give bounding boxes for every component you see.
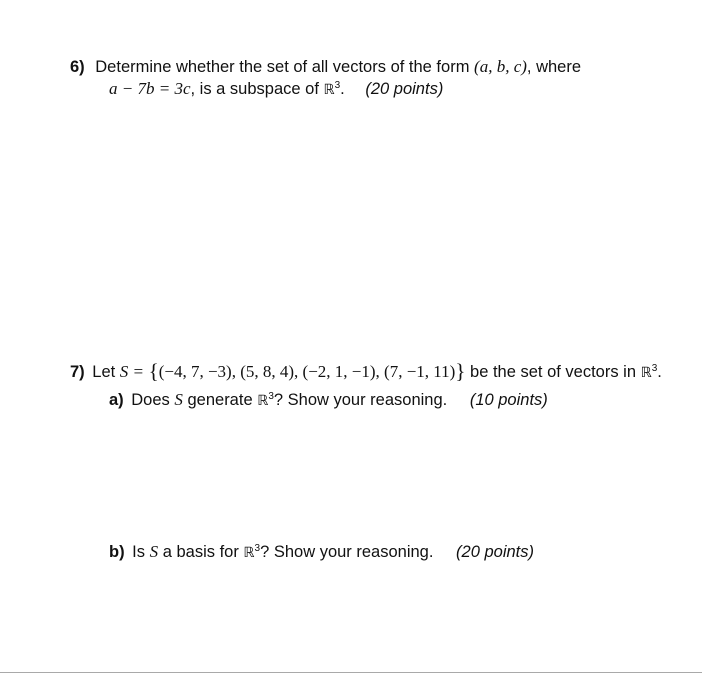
q7a-text-c: ? Show your reasoning. <box>273 391 448 409</box>
q7-set-lhs: S = <box>119 362 145 381</box>
q7b-points: (20 points) <box>456 543 534 561</box>
q7b-text-a: Is <box>132 543 146 561</box>
q7a-text-b: generate <box>187 391 253 409</box>
page-bottom-divider <box>0 672 702 673</box>
q6-line-2 <box>109 79 443 100</box>
q7-space: ℝ <box>640 365 652 381</box>
q7b-text-c: ? Show your reasoning. <box>260 543 434 561</box>
q7b-line <box>109 542 534 563</box>
q7-brace-close: } <box>455 359 466 383</box>
q6-number: 6) <box>70 58 85 76</box>
q7a-points: (10 points) <box>469 391 548 409</box>
q7a-label: a) <box>109 391 124 409</box>
q7-let: Let <box>92 363 116 381</box>
q7a-text-a: Does <box>131 391 170 409</box>
q6-space: ℝ <box>323 82 335 98</box>
q7-brace-open: { <box>148 359 159 383</box>
q7-exponent: 3 <box>651 363 658 374</box>
q6-line-1 <box>70 57 581 77</box>
q7b-exponent: 3 <box>254 543 261 554</box>
q7b-space: ℝ <box>243 545 255 561</box>
q6-text-b: , where <box>526 58 582 76</box>
q6-points: (20 points) <box>365 80 444 98</box>
q7-period: . <box>657 363 662 381</box>
q6-text-a: Determine whether the set of all vectors of the form <box>95 58 470 76</box>
q7b-var: S <box>149 542 159 561</box>
q7-number: 7) <box>70 363 85 381</box>
q7a-space: ℝ <box>257 393 269 409</box>
q7-vectors: (−4, 7, −3), (5, 8, 4), (−2, 1, −1), (7, −1, 11) <box>158 362 456 381</box>
q6-text-c: , is a subspace of <box>190 80 319 98</box>
q7-line-1 <box>70 361 662 383</box>
q7-text-after: be the set of vectors in <box>470 363 637 381</box>
q6-exponent: 3 <box>334 80 341 91</box>
q6-period: . <box>340 80 345 98</box>
q7b-label: b) <box>109 543 125 561</box>
q6-form: (a, b, c) <box>474 57 527 76</box>
q6-equation: a − 7b = 3c <box>109 79 191 98</box>
q7a-var: S <box>174 390 183 409</box>
q7b-text-b: a basis for <box>162 543 239 561</box>
q7a-line <box>109 390 548 411</box>
q7a-exponent: 3 <box>268 391 274 402</box>
